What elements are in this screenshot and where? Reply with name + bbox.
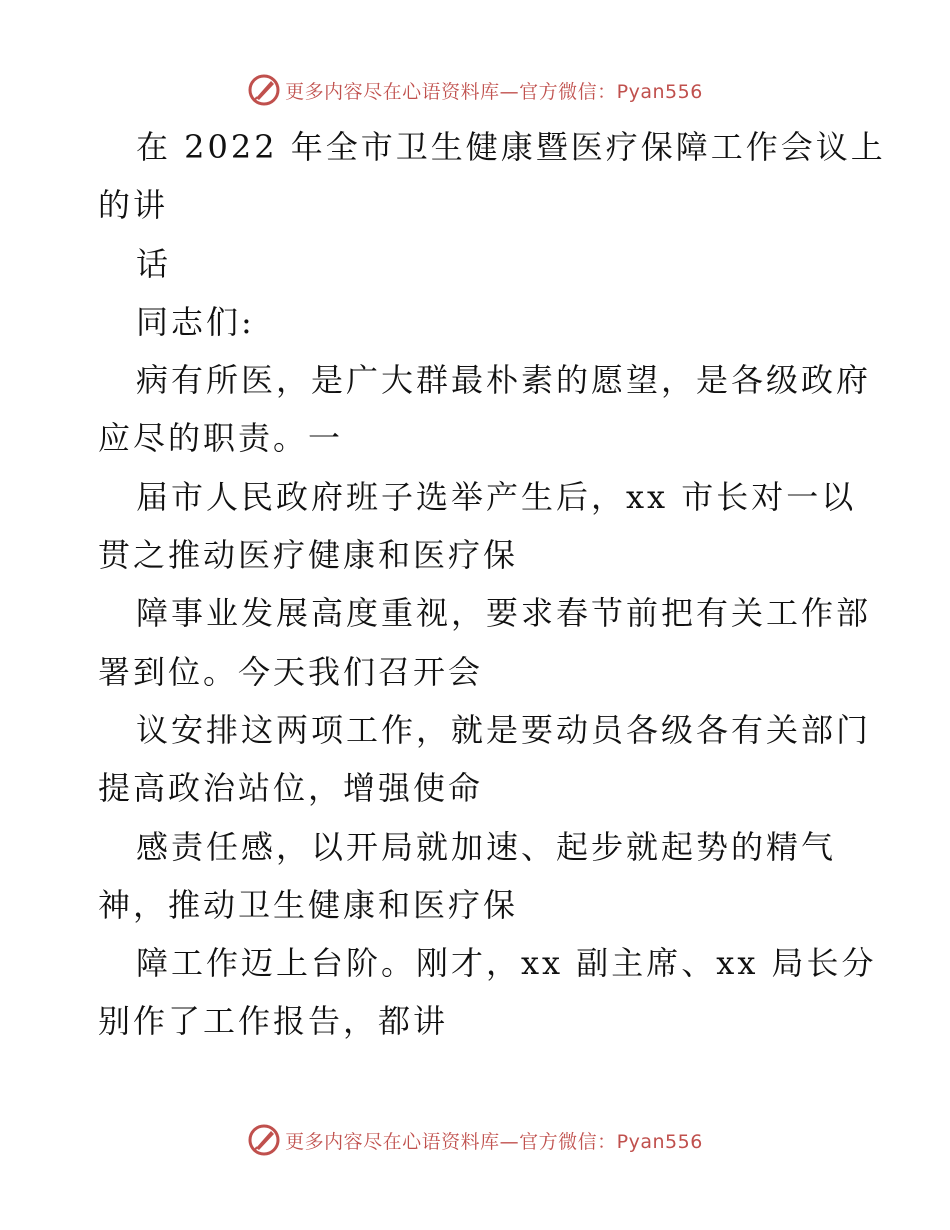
document-body	[98, 118, 886, 1051]
text-line: 的讲	[98, 186, 169, 225]
text-line: 话	[136, 244, 172, 283]
text-line: 署到位。今天我们召开会	[98, 652, 484, 691]
header-watermark-banner	[0, 70, 950, 110]
text-line: 病有所医，是广大群最朴素的愿望，是各级政府	[136, 361, 872, 400]
header-watermark-text: 更多内容尽在心语资料库—官方微信：Pyan556	[285, 80, 703, 103]
footer-watermark-banner	[0, 1120, 950, 1160]
text-line: 应尽的职责。一	[98, 419, 344, 458]
text-line: 障工作迈上台阶。刚才，xx 副主席、xx 局长分	[136, 944, 877, 983]
text-line: 同志们:	[136, 302, 255, 341]
text-line: 别作了工作报告，都讲	[98, 1002, 449, 1041]
text-line: 提高政治站位，增强使命	[98, 769, 484, 808]
text-line: 在 2022 年全市卫生健康暨医疗保障工作会议上	[136, 128, 886, 166]
text-line: 议安排这两项工作，就是要动员各级各有关部门	[136, 710, 872, 749]
text-line: 贯之推动医疗健康和医疗保	[98, 536, 519, 575]
footer-watermark-text: 更多内容尽在心语资料库—官方微信：Pyan556	[285, 1130, 703, 1153]
quill-logo-icon	[247, 1123, 281, 1157]
text-line: 神，推动卫生健康和医疗保	[98, 885, 519, 924]
text-line: 感责任感，以开局就加速、起步就起势的精气	[136, 827, 837, 866]
text-line: 届市人民政府班子选举产生后，xx 市长对一以	[136, 477, 857, 516]
text-line: 障事业发展高度重视，要求春节前把有关工作部	[136, 594, 872, 633]
quill-logo-icon	[247, 73, 281, 107]
